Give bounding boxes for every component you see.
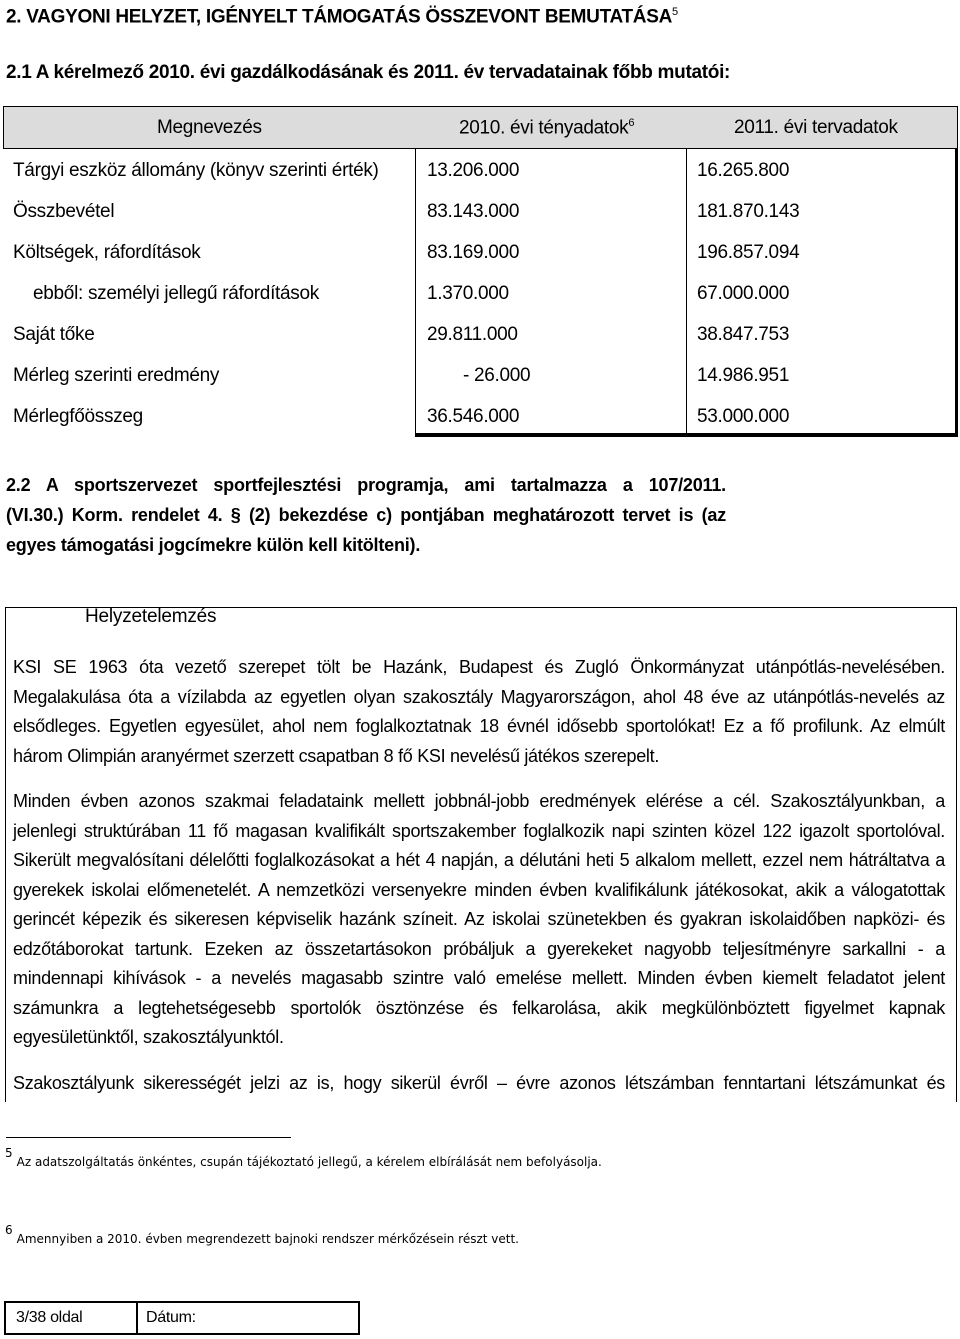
header-plan: 2011. évi tervadatok <box>734 117 898 138</box>
row-label: Saját tőke <box>13 324 95 345</box>
row-actual-value: - 26.000 <box>463 365 531 386</box>
row-plan-value: 16.265.800 <box>697 160 790 181</box>
row-label: Tárgyi eszköz állomány (könyv szerinti érték) <box>13 160 379 181</box>
column-divider <box>686 149 687 437</box>
row-label: Költségek, ráfordítások <box>13 242 201 263</box>
row-label: Mérlegfőösszeg <box>13 406 143 427</box>
footnote <box>5 1146 602 1169</box>
row-actual-value: 36.546.000 <box>427 406 520 427</box>
page-number: 3/38 oldal <box>16 1309 83 1326</box>
footnote-separator <box>6 1137 291 1138</box>
row-actual-value: 13.206.000 <box>427 160 520 181</box>
footer-divider <box>136 1303 138 1333</box>
row-label: Mérleg szerinti eredmény <box>13 365 220 386</box>
section-2-2-line-1: 2.2 A sportszervezet sportfejlesztési programja, ami tartalmazza a 107/2011. <box>6 475 726 495</box>
row-plan-value: 38.847.753 <box>697 324 790 345</box>
row-plan-value: 53.000.000 <box>697 406 790 427</box>
indicators-table <box>3 106 958 438</box>
paragraph <box>13 1069 945 1099</box>
row-plan-value: 181.870.143 <box>697 201 800 222</box>
footnote-number: 6 <box>5 1223 13 1237</box>
header-actual-text: 2010. évi tényadatok <box>459 117 629 139</box>
row-actual-value: 29.811.000 <box>427 324 518 345</box>
analysis-title: Helyzetelemzés <box>85 606 217 627</box>
table-right-border <box>955 149 958 437</box>
subsection-heading: 2.1 A kérelmező 2010. évi gazdálkodásának és 2011. év tervadatainak főbb mutatói: <box>6 62 731 83</box>
paragraph: Minden évben azonos szakmai feladataink mellett jobbnál-jobb eredmények elérése a cél. Szakosztályunkban, a jelenlegi struktúrában 11 fő magasan kvalifikált sportszakember foglalkozik napi szinten közel 122 igazolt sportolóval. Sikerült megvalósítani délelőtti foglalkozásokat a hét 4 napján, a délutáni heti 5 alkalom mellett, ezzel nem hátráltatva a gyerekek iskolai előmenetelét. A nemzetközi versenyekre minden évben kvalifikálunk játékosokat, akik a válogatottak gerincét képezik és sikeresen képviselik hazánk színeit. Az iskolai szünetekben és gyakran iskolaidőben napközi- és edzőtáborokat tartunk. Ezeken az összetartásokon próbáljuk a gyerekeket nagyobb teljesítményre sarkallni - a mindennapi kihívások - a nevelés magasabb szintre való emelése mellett. Minden évben kiemelt feladatot jelent számunkra a legtehetségesebb sportolók ösztönzése és felkarolása, akik megkülönböztett figyelmet kapnak egyesületünktől, szakosztályunktól. <box>13 791 945 1047</box>
row-actual-value: 1.370.000 <box>427 283 509 304</box>
row-plan-value: 14.986.951 <box>697 365 790 386</box>
row-label: ebből: személyi jellegű ráfordítások <box>33 283 319 304</box>
header-actual <box>459 117 634 139</box>
row-plan-value: 67.000.000 <box>697 283 790 304</box>
section-2-2-heading <box>6 470 726 560</box>
header-name: Megnevezés <box>157 117 262 138</box>
section-2-2-line-3: egyes támogatási jogcímekre külön kell kitölteni). <box>6 535 421 555</box>
paragraph: KSI SE 1963 óta vezető szerepet tölt be Hazánk, Budapest és Zugló Önkormányzat utánpótlás-nevelésében. Megalakulása óta a vízilabda az egyetlen olyan szakosztály Magyarországon, ahol 48 éve az utánpótlás-nevelés az elsődleges. Egyetlen egyesület, ahol nem foglalkoztatnak 18 évnél idősebb sportolókat! Ez a fő profilunk. Az elmúlt három Olimpián aranyérmet szerzett csapatban 8 fő KSI nevelésű játékos szerepelt. <box>13 657 945 766</box>
section-2-2-line-2: (VI.30.) Korm. rendelet 4. § (2) bekezdése c) pontjában meghatározott tervet is (az <box>6 505 726 525</box>
row-actual-value: 83.169.000 <box>427 242 520 263</box>
section-heading <box>6 6 678 28</box>
section-heading-text: 2. VAGYONI HELYZET, IGÉNYELT TÁMOGATÁS ÖSSZEVONT BEMUTATÁSA <box>6 6 672 28</box>
footnote-number: 5 <box>5 1146 13 1160</box>
footnote-text: Amennyiben a 2010. évben megrendezett bajnoki rendszer mérkőzésein részt vett. <box>16 1232 519 1246</box>
paragraph-text: Szakosztályunk sikerességét jelzi az is, hogy sikerül évről – évre azonos létszámban fenntartani létszámunkat és <box>13 1073 945 1093</box>
row-actual-value: 83.143.000 <box>427 201 520 222</box>
footnote-text: Az adatszolgáltatás önkéntes, csupán tájékoztató jellegű, a kérelem elbírálását nem befolyásolja. <box>16 1155 602 1169</box>
row-plan-value: 196.857.094 <box>697 242 800 263</box>
table-bottom-border <box>415 433 958 437</box>
footnote-ref: 6 <box>628 117 635 129</box>
column-divider <box>415 149 416 437</box>
footnote <box>5 1223 519 1246</box>
row-label: Összbevétel <box>13 201 115 222</box>
footnote-ref: 5 <box>672 6 678 18</box>
page-footer <box>4 1301 360 1335</box>
date-label: Dátum: <box>146 1309 196 1326</box>
